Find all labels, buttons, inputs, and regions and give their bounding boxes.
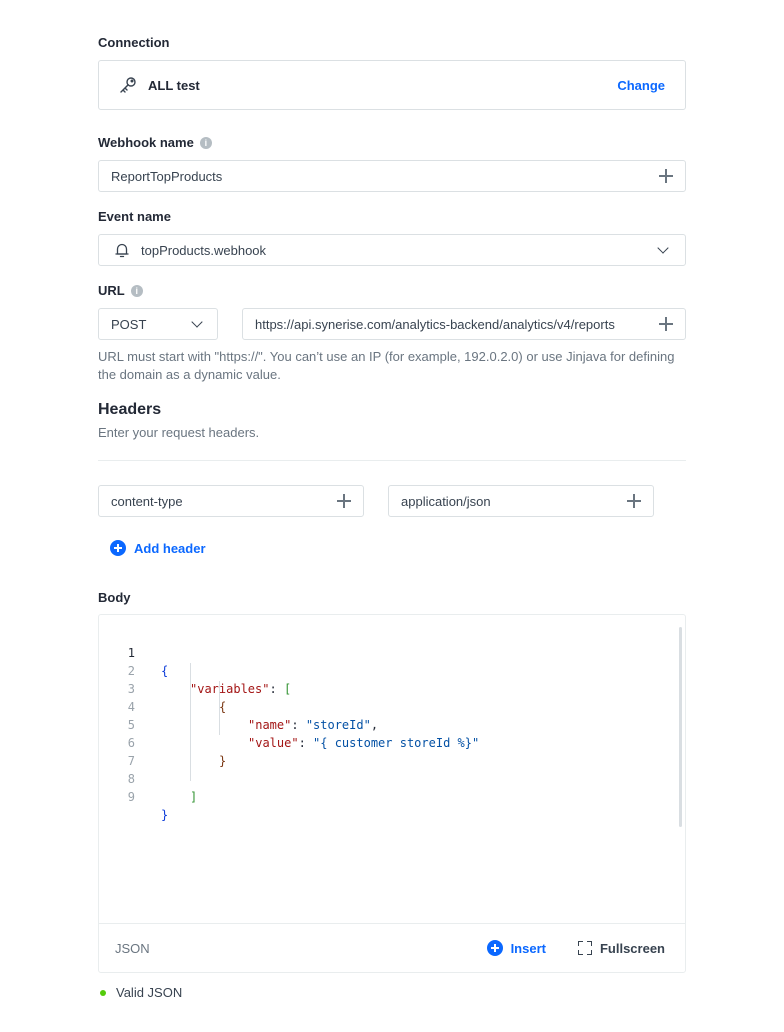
- divider: [98, 460, 686, 461]
- method-select[interactable]: [98, 308, 218, 340]
- key-icon: [117, 74, 139, 96]
- connection-name: ALL test: [148, 77, 200, 93]
- headers-subtitle: Enter your request headers.: [98, 425, 260, 440]
- validation-status: Valid JSON: [100, 985, 182, 1000]
- add-circle-icon: [487, 940, 503, 956]
- headers-title: Headers: [98, 401, 162, 418]
- info-icon[interactable]: i: [200, 137, 212, 149]
- status-dot: [100, 990, 106, 996]
- chevron-down-icon: [191, 316, 202, 327]
- code-line: 2 "variables": [: [127, 664, 292, 696]
- editor-footer: [99, 923, 685, 972]
- plus-icon[interactable]: [659, 317, 673, 331]
- add-header-button[interactable]: Add header: [110, 540, 206, 556]
- code-line: 5 "value": "{ customer storeId %}": [127, 718, 480, 750]
- code-line: 1 {: [127, 646, 169, 678]
- bell-icon: [115, 242, 129, 258]
- url-value: https://api.synerise.com/analytics-backend/analytics/v4/reports: [255, 316, 615, 332]
- connection-label: Connection: [98, 35, 170, 50]
- header-value-input[interactable]: [388, 485, 654, 517]
- event-name-label: Event name: [98, 209, 171, 224]
- code-line: 7: [127, 754, 135, 768]
- info-icon[interactable]: i: [131, 285, 143, 297]
- url-label: URL i: [98, 283, 143, 298]
- change-connection-button[interactable]: Change: [617, 77, 665, 93]
- body-label: Body: [98, 590, 131, 605]
- url-helper-text: URL must start with "https://". You can’t use an IP (for example, 192.0.2.0) or use Jinjava for defining the domain as a dynamic value.: [98, 349, 675, 382]
- webhook-name-input[interactable]: [98, 160, 686, 192]
- code-line: 3 {: [127, 682, 227, 714]
- code-line: 9 }: [127, 790, 169, 822]
- header-key-value: content-type: [111, 493, 183, 509]
- plus-icon[interactable]: [337, 494, 351, 508]
- fullscreen-button[interactable]: Fullscreen: [578, 941, 665, 956]
- editor-scrollbar[interactable]: [679, 627, 682, 827]
- code-line: 8 ]: [127, 772, 198, 804]
- header-value-value: application/json: [401, 493, 491, 509]
- language-label: JSON: [115, 940, 150, 956]
- code-line: 6 }: [127, 736, 227, 768]
- webhook-name-value: ReportTopProducts: [111, 168, 223, 184]
- fullscreen-icon: [578, 941, 592, 955]
- event-name-value: topProducts.webhook: [141, 242, 267, 258]
- header-key-input[interactable]: [98, 485, 364, 517]
- code-area[interactable]: [99, 615, 685, 923]
- plus-icon[interactable]: [627, 494, 641, 508]
- url-input[interactable]: [242, 308, 686, 340]
- connection-box: [98, 60, 686, 110]
- plus-icon[interactable]: [659, 169, 673, 183]
- code-line: 4 "name": "storeId",: [127, 700, 379, 732]
- insert-button[interactable]: Insert: [487, 940, 546, 956]
- event-name-select[interactable]: [98, 234, 686, 266]
- webhook-name-label: Webhook name i: [98, 135, 212, 150]
- method-value: POST: [111, 316, 147, 332]
- add-circle-icon: [110, 540, 126, 556]
- code-editor[interactable]: [98, 614, 686, 973]
- chevron-down-icon: [657, 242, 668, 253]
